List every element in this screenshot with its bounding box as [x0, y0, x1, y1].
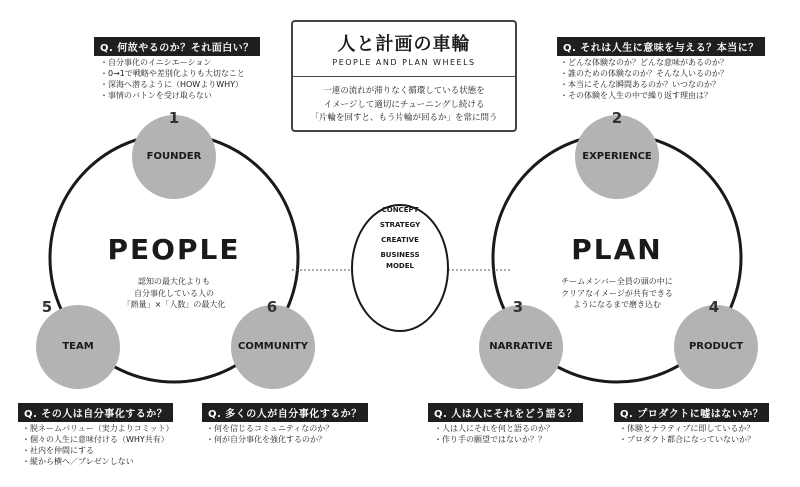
title-box: [291, 20, 517, 132]
community-question-list: [206, 423, 333, 445]
list-item: ・ 個々の人生に意味付ける（WHY共有）: [22, 434, 174, 445]
main-title: 人と計画の車輪: [337, 34, 471, 55]
team-question-list: [22, 423, 174, 467]
experience-label: EXPERIENCE: [582, 151, 652, 162]
product-number: 4: [708, 298, 720, 316]
people-desc-line: 「熱量」×「人数」の最大化: [122, 300, 226, 309]
list-item: ・ 0→1で戦略や差別化よりも大切なこと: [100, 68, 245, 79]
list-item: ・ 脱ネームバリュー（実力よりコミット）: [22, 423, 174, 434]
product-question: Q. プロダクトに嘘はないか？: [614, 403, 769, 422]
list-item: ・ 社内を仲間にする: [22, 445, 174, 456]
list-item: ・ 縦から横へ／プレゼンしない: [22, 456, 174, 467]
list-item: ・ プロダクト都合になっていないか？: [619, 434, 755, 445]
experience-question: Q. それは人生に意味を与える？本当に？: [557, 37, 765, 56]
narrative-question-list: [434, 423, 554, 445]
team-label: TEAM: [62, 341, 94, 352]
team-number: 5: [41, 298, 53, 316]
community-number: 6: [266, 298, 278, 316]
list-item: ・ 本当にそんな瞬間あるのか？いつなのか？: [560, 79, 728, 90]
center-item-concept: CONCEPT: [381, 206, 419, 214]
list-item: ・ どんな体験なのか？どんな意味があるのか？: [560, 57, 728, 68]
founder-question: Q. 何故やるのか？それ面白い？: [94, 37, 260, 56]
list-item: ・ その体験を人生の中で繰り返す理由は？: [560, 90, 728, 101]
list-item: ・ 深海へ潜るように（HOWよりWHY）: [100, 79, 245, 90]
list-item: ・ 作り手の願望ではないか？？: [434, 434, 554, 445]
community-question: Q. 多くの人が自分事化するか？: [202, 403, 368, 422]
founder-question-list: [100, 57, 245, 101]
plan-desc-line: チームメンバー全員の頭の中に: [561, 277, 673, 286]
community-label: COMMUNITY: [237, 341, 308, 352]
list-item: ・ 何が自分事化を強化するのか？: [206, 434, 333, 445]
list-item: ・ 体験とナラティブに即しているか？: [619, 423, 755, 434]
product-question-list: [619, 423, 755, 445]
team-question: Q. その人は自分事化するか？: [18, 403, 173, 422]
people-label: PEOPLE: [107, 233, 241, 266]
product-label: PRODUCT: [688, 341, 744, 352]
list-item: ・ 自分事化のイニシエーション: [100, 57, 245, 68]
list-item: ・ 人は人にそれを何と語るのか？: [434, 423, 554, 434]
title-divider: [293, 76, 515, 77]
center-item-business: BUSINESS: [380, 251, 420, 259]
narrative-question: Q. 人は人にそれをどう語る？: [428, 403, 583, 422]
title-desc-line: 「片輪を回すと、もう片輪が回るか」を常に問う: [310, 113, 498, 123]
title-description: [293, 85, 515, 126]
plan-desc-line: ようになるまで磨き込む: [573, 300, 661, 309]
narrative-number: 3: [512, 298, 524, 316]
people-desc-line: 自分事化している人の: [134, 288, 214, 298]
plan-desc-line: クリアなイメージが共有できる: [561, 288, 673, 298]
list-item: ・ 誰のための体験なのか？そんな人いるのか？: [560, 68, 728, 79]
experience-question-list: [560, 57, 728, 101]
narrative-label: NARRATIVE: [489, 341, 553, 352]
people-desc-line: 認知の最大化よりも: [138, 277, 210, 286]
plan-label: PLAN: [571, 233, 663, 266]
list-item: ・ 事情のバトンを受け取らない: [100, 90, 245, 101]
founder-number: 1: [168, 109, 180, 127]
experience-number: 2: [611, 109, 623, 127]
center-list: [352, 205, 448, 272]
founder-label: FOUNDER: [146, 151, 202, 162]
title-desc-line: 一連の流れが滞りなく循環している状態を: [323, 86, 485, 96]
center-item-strategy: STRATEGY: [379, 221, 421, 229]
plan-description: [537, 276, 697, 311]
sub-title: PEOPLE AND PLAN WHEELS: [332, 58, 476, 67]
center-item-creative: CREATIVE: [381, 236, 419, 244]
people-description: [99, 276, 249, 311]
center-item-model: MODEL: [386, 262, 414, 270]
title-desc-line: イメージして適切にチューニングし続ける: [323, 99, 485, 110]
list-item: ・ 何を信じるコミュニティなのか？: [206, 423, 333, 434]
